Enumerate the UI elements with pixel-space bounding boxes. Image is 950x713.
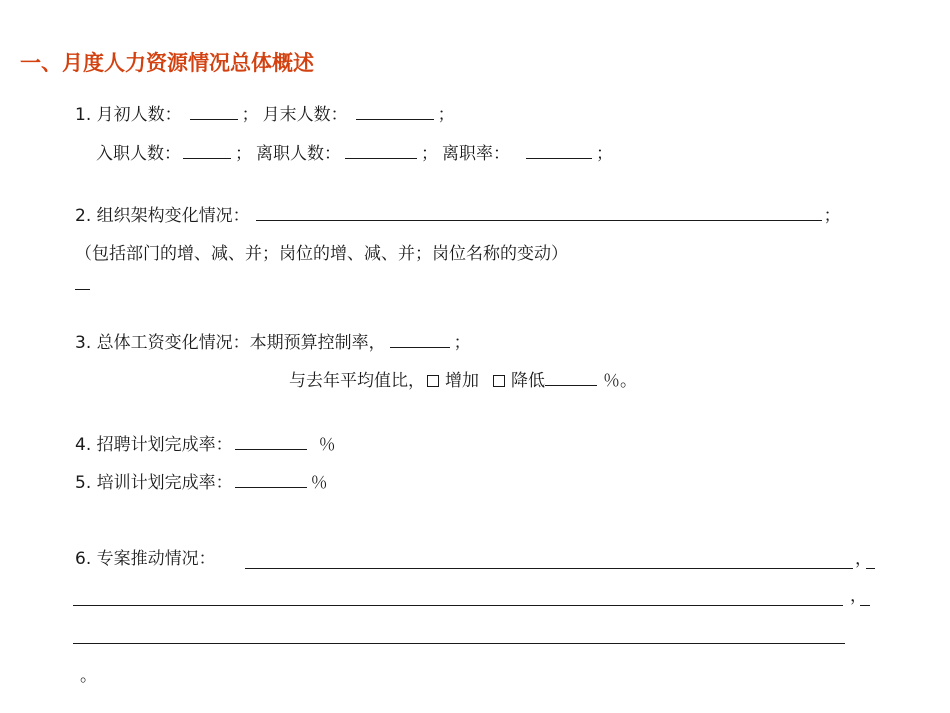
item3-line1 [75, 332, 471, 354]
salary-change-label: 3. 总体工资变化情况：本期预算控制率， [75, 333, 386, 353]
training-rate-field[interactable] [235, 472, 307, 488]
line-end: ； [453, 333, 471, 353]
final-period: 。 [80, 666, 97, 686]
period: 。 [620, 371, 637, 391]
item2-label-line [75, 205, 841, 227]
line-end: ； [437, 105, 455, 125]
item1-line1 [75, 104, 455, 126]
increase-label: 增加 [445, 371, 479, 391]
note-continuation-line[interactable] [75, 289, 90, 290]
percent-sign: ％ [603, 371, 620, 391]
increase-checkbox[interactable] [427, 375, 439, 387]
month-start-label: 1. 月初人数： [75, 105, 182, 125]
separations-count-field[interactable] [345, 143, 417, 159]
turnover-rate-field[interactable] [526, 143, 592, 159]
project-progress-line-3[interactable] [73, 643, 845, 644]
separator: ； [421, 144, 438, 164]
hires-label: 入职人数： [96, 144, 181, 164]
item5-line [75, 472, 328, 494]
decrease-checkbox[interactable] [493, 375, 505, 387]
org-change-note: （包括部门的增、减、并；岗位的增、减、并；岗位名称的变动） [75, 244, 568, 264]
training-rate-label: 5. 培训计划完成率： [75, 473, 233, 493]
comma-tail-line [866, 568, 875, 569]
budget-control-rate-field[interactable] [390, 332, 450, 348]
comma: ， [855, 549, 872, 569]
hires-count-field[interactable] [183, 143, 231, 159]
project-progress-label: 6. 专案推动情况： [75, 549, 216, 569]
month-end-label: 月末人数： [262, 105, 348, 125]
separator: ； [241, 105, 259, 125]
section-title: 一、月度人力资源情况总体概述 [20, 51, 314, 75]
decrease-label: 降低 [511, 371, 545, 391]
line-end: ； [823, 206, 841, 226]
recruit-rate-field[interactable] [235, 434, 307, 450]
turnover-rate-label: 离职率： [442, 144, 510, 164]
recruit-rate-label: 4. 招聘计划完成率： [75, 435, 233, 455]
item6-label [75, 548, 216, 570]
item1-line2 [96, 143, 613, 165]
comma: ， [850, 586, 867, 606]
month-end-count-field[interactable] [356, 104, 434, 120]
salary-change-percent-field[interactable] [545, 370, 597, 386]
item3-line2 [289, 370, 637, 392]
compare-label: 与去年平均值比， [289, 371, 425, 391]
separations-label: 离职人数： [256, 144, 341, 164]
project-progress-line-1[interactable] [245, 568, 853, 569]
line-end: ； [596, 144, 613, 164]
comma-tail-line [860, 605, 870, 606]
project-progress-line-2[interactable] [73, 605, 843, 606]
org-change-field[interactable] [256, 205, 822, 221]
month-start-count-field[interactable] [190, 104, 238, 120]
item4-line [75, 434, 336, 456]
percent-sign: ％ [318, 435, 336, 455]
org-change-label: 2. 组织架构变化情况： [75, 206, 250, 226]
percent-sign: ％ [310, 473, 328, 493]
separator: ； [235, 144, 252, 164]
